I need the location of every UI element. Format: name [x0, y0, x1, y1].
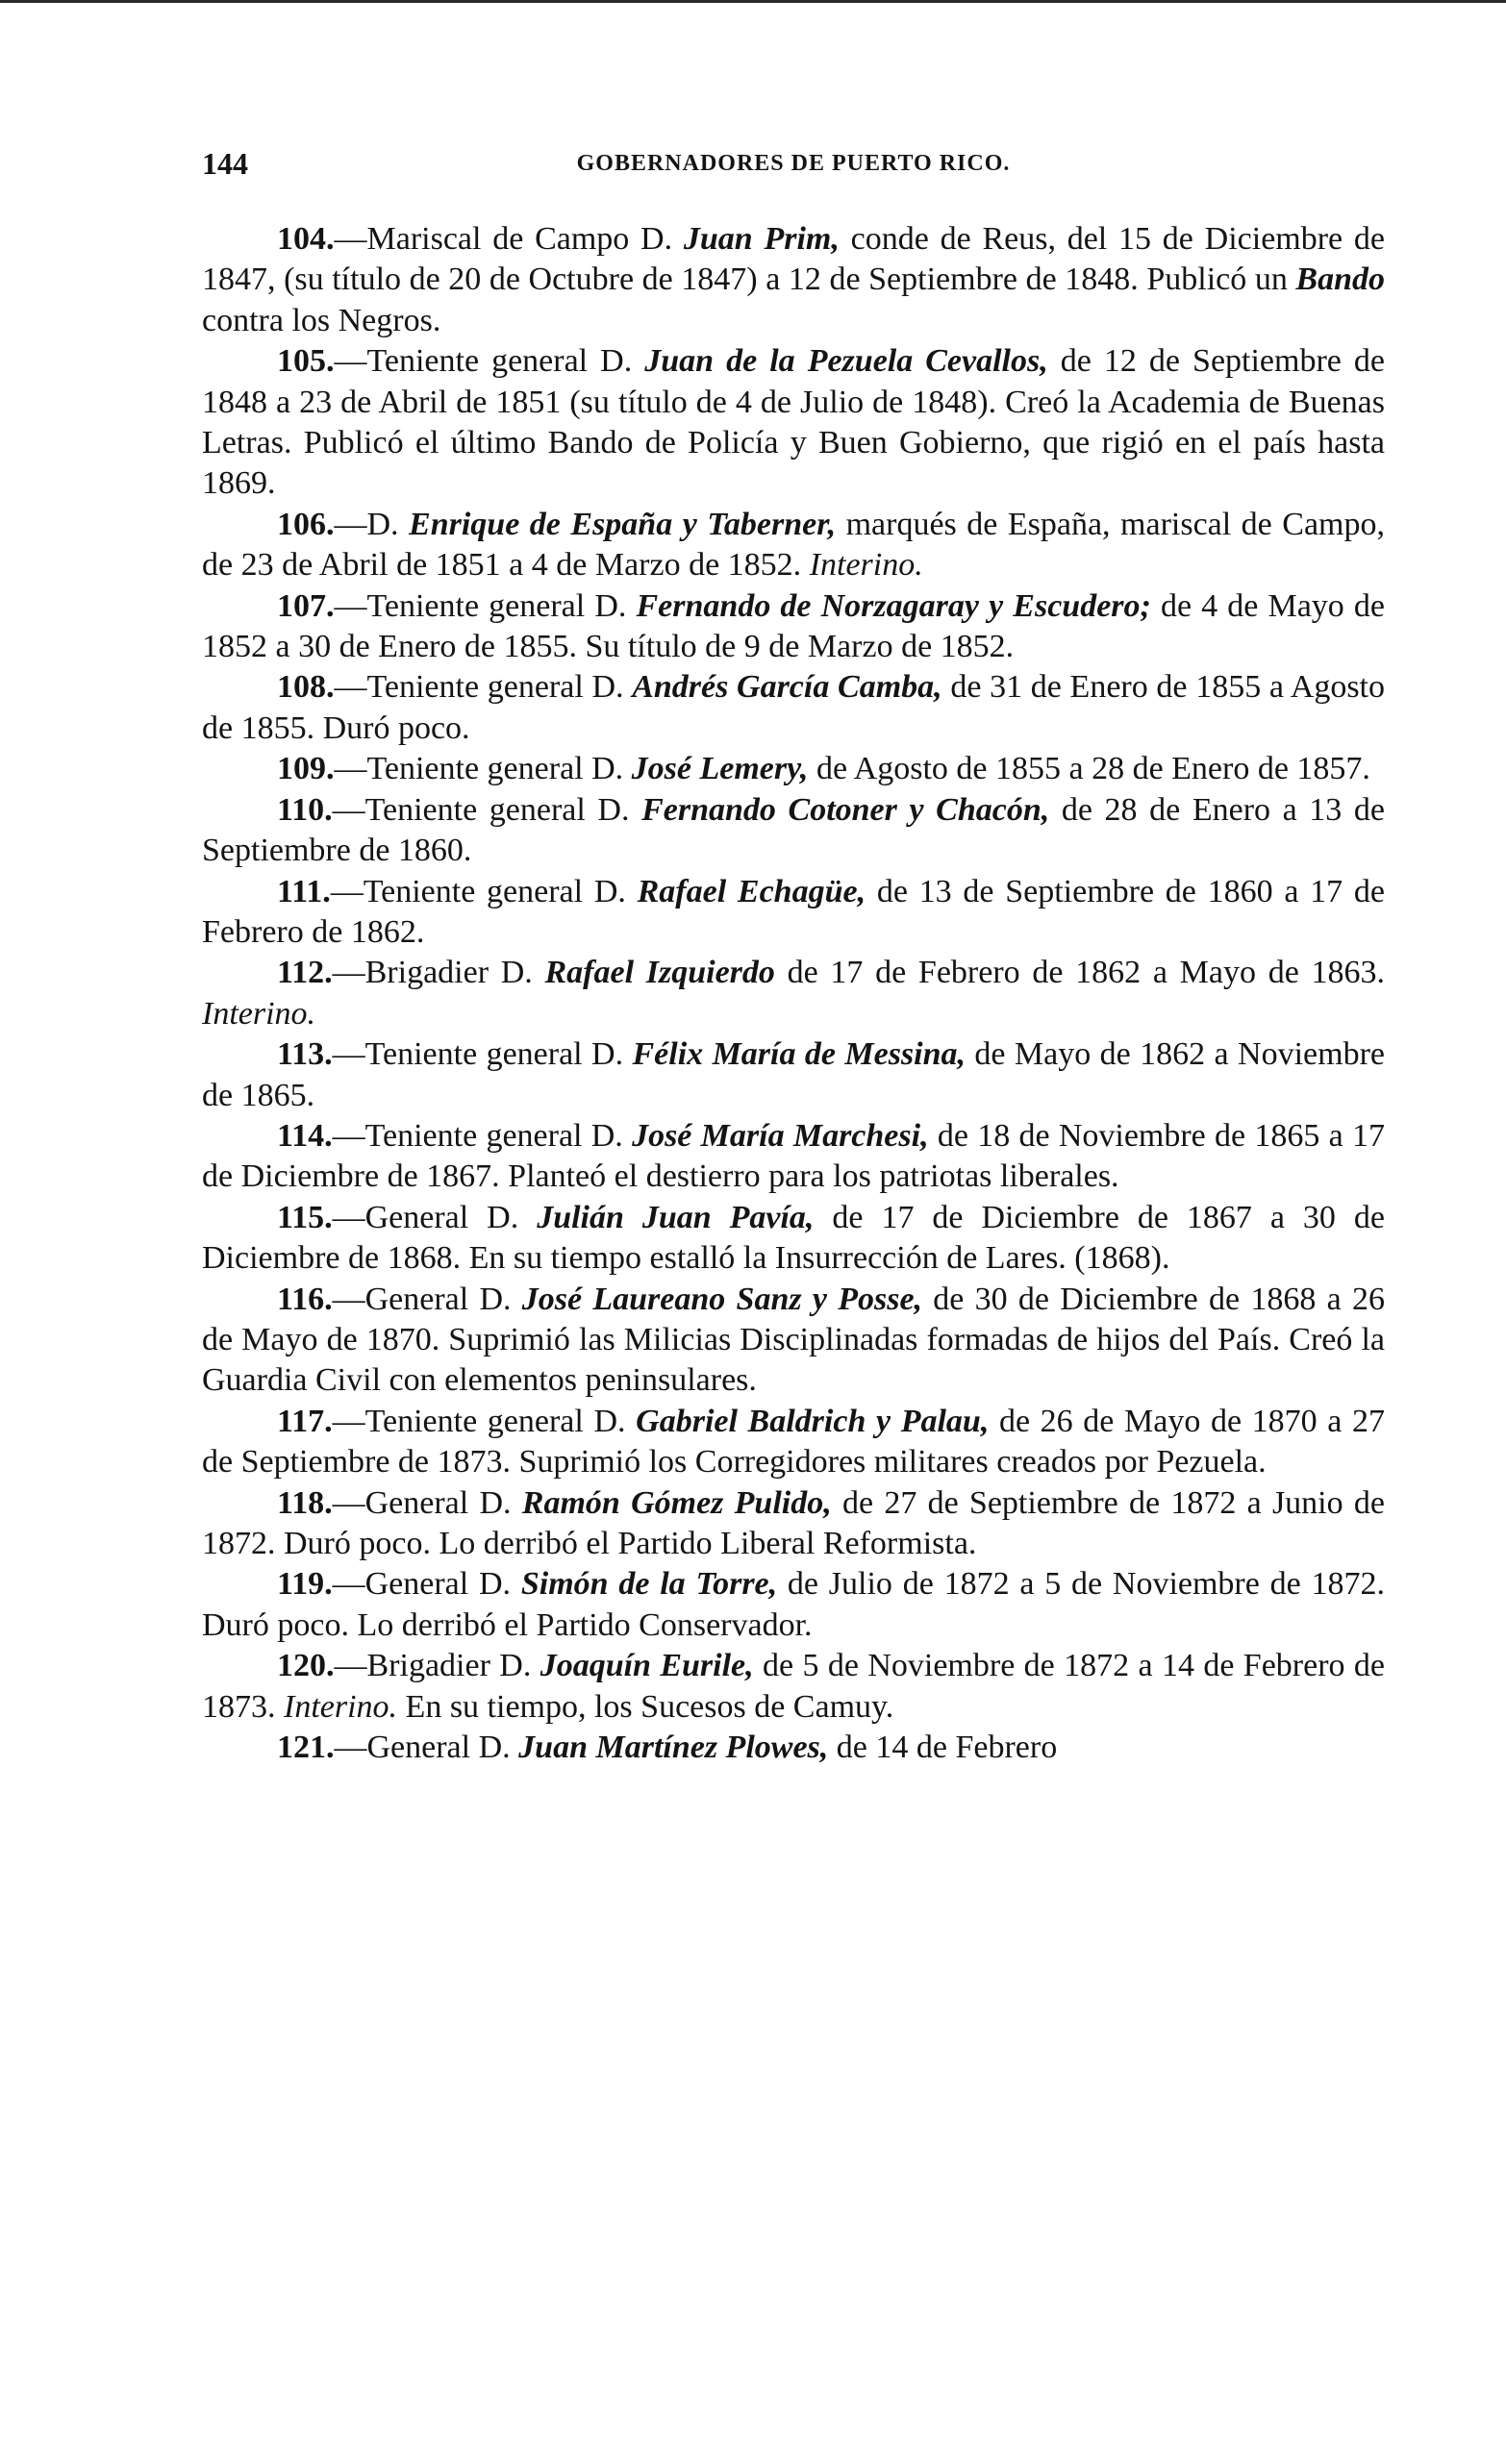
entry-number: 105.: [277, 343, 335, 380]
entry-107: [202, 586, 1385, 668]
entry-105: [202, 341, 1385, 505]
entry-110: [202, 790, 1385, 872]
running-title: GOBERNADORES DE PUERTO RICO.: [576, 151, 1011, 176]
entry-109: [202, 749, 1385, 789]
entry-text: —General D.: [332, 1199, 538, 1235]
governor-name: Fernando Cotoner y Chacón,: [641, 791, 1050, 828]
entry-text: de 17 de Febrero de 1862 a Mayo de 1863.: [774, 955, 1385, 991]
governor-name: Rafael Izquierdo: [544, 955, 775, 991]
entry-text: de 27 de Septiembre de 1872 a Junio de 1872. Duró poco. Lo derribó el Partido Liberal Reformista.: [202, 1484, 1385, 1561]
governor-name: José Lemery,: [631, 751, 809, 787]
entry-text: de 12 de Septiembre de 1848 a 23 de Abril de 1851 (su título de 4 de Julio de 1848). Creó la Academia de Buenas Letras. Publicó el último Bando de Policía y Buen Gobierno, que rigió en el país hasta 1869.: [202, 343, 1386, 502]
entry-number: 119.: [277, 1566, 333, 1603]
entry-text: —Teniente general D.: [332, 1036, 633, 1073]
entry-116: [202, 1280, 1385, 1402]
entry-text: —Teniente general D.: [332, 1117, 633, 1154]
emphasis: Bando: [1295, 261, 1385, 298]
entry-121: [202, 1728, 1385, 1768]
interim-note: Interino.: [284, 1688, 398, 1725]
entry-113: [202, 1034, 1385, 1116]
governor-name: Fernando de Norzagaray y Escudero;: [636, 587, 1151, 624]
entry-text: —General D.: [332, 1484, 522, 1521]
entry-text: —Teniente general D.: [330, 873, 638, 909]
entry-number: 111.: [277, 873, 331, 909]
page-header: [202, 144, 1385, 183]
entry-text: marqués de España, mariscal de Campo, de 23 de Abril de 1851 a 4 de Marzo de 1852.: [202, 506, 1385, 584]
governor-name: Juan Prim,: [683, 221, 840, 257]
entry-number: 114.: [277, 1117, 333, 1154]
governor-name: Félix María de Messina,: [632, 1036, 966, 1073]
entry-text: de Julio de 1872 a 5 de Noviembre de 1872. Duró poco. Lo derribó el Partido Conservador.: [202, 1566, 1385, 1643]
entry-number: 118.: [277, 1484, 333, 1521]
entry-text: —Brigadier D.: [334, 1648, 540, 1684]
entry-112: [202, 953, 1385, 1034]
entry-number: 106.: [277, 506, 335, 542]
entry-number: 121.: [277, 1730, 335, 1766]
entry-text: En su tiempo, los Sucesos de Camuy.: [397, 1688, 894, 1725]
entry-104: [202, 219, 1385, 341]
entry-number: 107.: [277, 587, 335, 624]
entry-text: de 17 de Diciembre de 1867 a 30 de Diciembre de 1868. En su tiempo estalló la Insurrección de Lares. (1868).: [202, 1199, 1385, 1277]
entry-number: 112.: [277, 955, 333, 991]
governor-name: José Laureano Sanz y Posse,: [521, 1281, 923, 1317]
entry-number: 117.: [277, 1403, 333, 1439]
entry-text: de 31 de Enero de 1855 a Agosto de 1855. Duró poco.: [202, 669, 1385, 746]
governor-name: Ramón Gómez Pulido,: [521, 1484, 832, 1521]
entry-text: de 30 de Diciembre de 1868 a 26 de Mayo de 1870. Suprimió las Milicias Disciplinadas formadas de hijos del País. Creó la Guardia Civil con elementos peninsulares.: [202, 1281, 1385, 1399]
entry-text: de 26 de Mayo de 1870 a 27 de Septiembre de 1873. Suprimió los Corregidores militares creados por Pezuela.: [202, 1403, 1386, 1481]
entry-117: [202, 1402, 1385, 1483]
governor-name: Julián Juan Pavía,: [537, 1199, 815, 1235]
governor-name: Gabriel Baldrich y Palau,: [636, 1403, 990, 1439]
entry-119: [202, 1564, 1385, 1646]
entry-text: —Teniente general D.: [332, 791, 642, 828]
entry-text: de 4 de Mayo de 1852 a 30 de Enero de 1855. Su título de 9 de Marzo de 1852.: [202, 587, 1385, 665]
entry-number: 116.: [277, 1281, 333, 1317]
entry-text: —Mariscal de Campo D.: [334, 221, 684, 257]
entry-text: contra los Negros.: [202, 302, 441, 338]
entry-120: [202, 1646, 1385, 1728]
entry-text: —Teniente general D.: [332, 1403, 637, 1439]
entry-text: —General D.: [332, 1566, 521, 1603]
entry-106: [202, 505, 1385, 586]
entry-111: [202, 872, 1385, 954]
entry-number: 108.: [277, 669, 335, 706]
entry-text: —Teniente general D.: [334, 343, 645, 380]
entry-number: 110.: [277, 791, 333, 828]
interim-note: Interino.: [202, 995, 316, 1032]
entry-text: de 5 de Noviembre de 1872 a 14 de Febrero de 1873.: [202, 1648, 1385, 1725]
entry-text: —Teniente general D.: [334, 669, 633, 706]
entry-text: de 18 de Noviembre de 1865 a 17 de Diciembre de 1867. Planteó el destierro para los patriotas liberales.: [202, 1117, 1385, 1195]
entry-text: —General D.: [334, 1730, 519, 1766]
entry-text: —General D.: [332, 1281, 522, 1317]
entry-text: de 28 de Enero a 13 de Septiembre de 1860.: [202, 791, 1386, 869]
interim-note: Interino.: [809, 547, 923, 584]
entry-118: [202, 1483, 1385, 1565]
entry-number: 104.: [277, 221, 335, 257]
governor-name: Rafael Echagüe,: [637, 873, 866, 909]
top-rule: [0, 0, 1506, 3]
entry-text: conde de Reus, del 15 de Diciembre de 1847, (su título de 20 de Octubre de 1847) a 12 de Septiembre de 1848. Publicó un: [202, 221, 1385, 298]
entry-text: —Teniente general D.: [334, 587, 637, 624]
governor-name: Joaquín Eurile,: [540, 1648, 754, 1684]
entry-text: de Mayo de 1862 a Noviembre de 1865.: [202, 1036, 1386, 1113]
entry-text: de 13 de Septiembre de 1860 a 17 de Febrero de 1862.: [202, 873, 1386, 950]
governor-list: [202, 219, 1385, 1768]
entry-114: [202, 1116, 1385, 1198]
entry-number: 113.: [277, 1036, 333, 1073]
entry-108: [202, 667, 1385, 749]
governor-name: Simón de la Torre,: [520, 1566, 778, 1603]
entry-number: 120.: [277, 1648, 335, 1684]
entry-115: [202, 1198, 1385, 1280]
page-number: 144: [202, 146, 248, 181]
governor-name: Juan de la Pezuela Cevallos,: [644, 343, 1048, 380]
entry-text: de 14 de Febrero: [828, 1730, 1058, 1766]
governor-name: José María Marchesi,: [632, 1117, 929, 1154]
entry-text: de Agosto de 1855 a 28 de Enero de 1857.: [808, 751, 1370, 787]
governor-name: Enrique de España y Taberner,: [409, 506, 837, 542]
governor-name: Andrés García Camba,: [632, 669, 942, 706]
entry-number: 109.: [277, 751, 335, 787]
governor-name: Juan Martínez Plowes,: [518, 1730, 829, 1766]
entry-text: —Brigadier D.: [332, 955, 545, 991]
entry-text: —Teniente general D.: [334, 751, 632, 787]
entry-number: 115.: [277, 1199, 333, 1235]
entry-text: —D.: [334, 506, 410, 542]
